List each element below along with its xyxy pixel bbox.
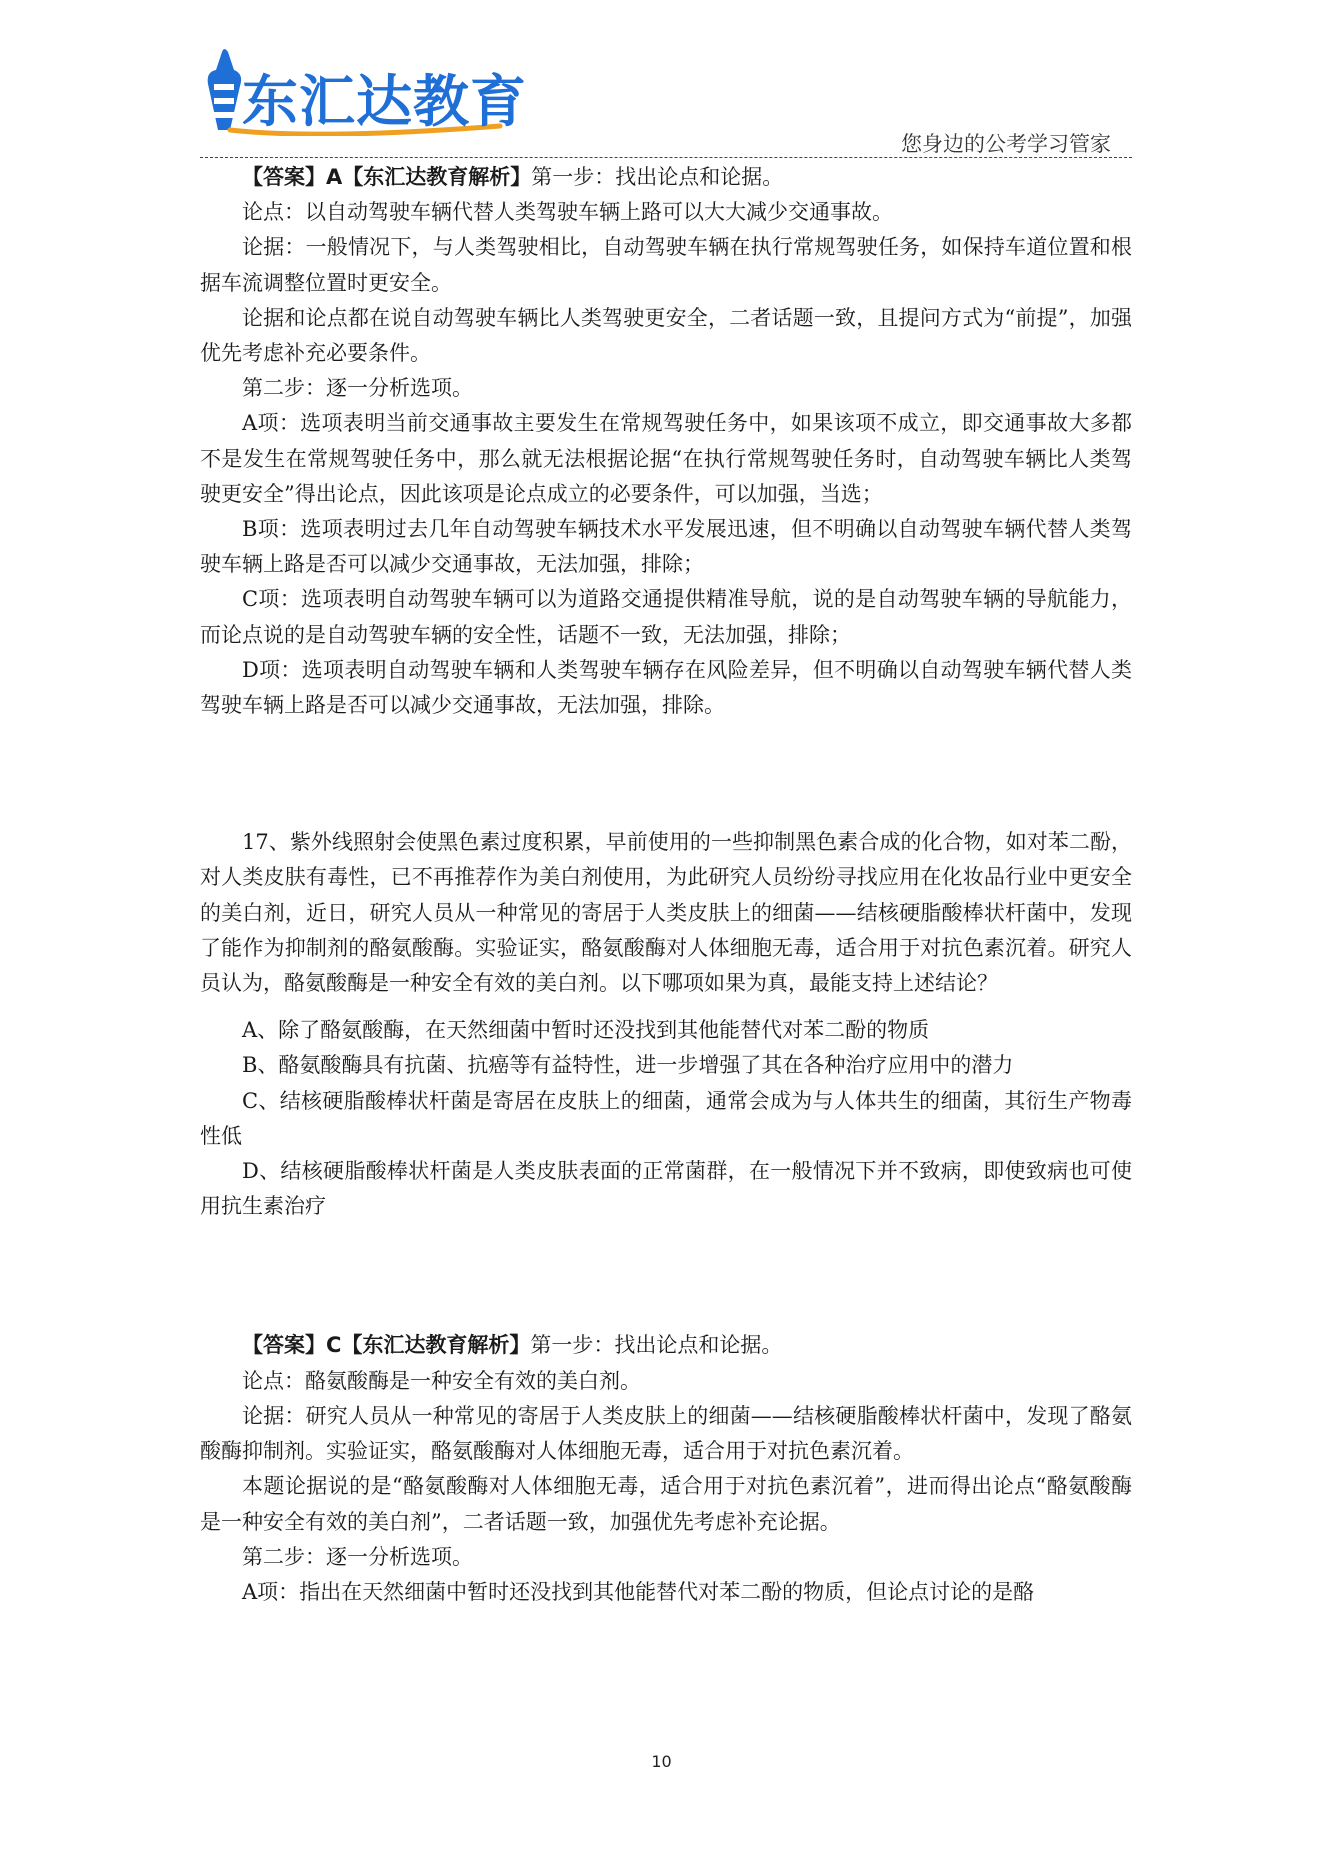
- answer1-paragraph: 论据：一般情况下，与人类驾驶相比，自动驾驶车辆在执行常规驾驶任务，如保持车道位置和根据车流调整位置时更安全。: [200, 235, 1132, 295]
- header-divider: [200, 157, 1132, 158]
- answer1-paragraph: 论点：以自动驾驶车辆代替人类驾驶车辆上路可以大大减少交通事故。: [242, 200, 893, 225]
- logo-text: 东汇达教育: [242, 70, 527, 135]
- page-header: [0, 0, 1323, 165]
- question17-stem: 17、紫外线照射会使黑色素过度积累，早前使用的一些抑制黑色素合成的化合物，如对苯二酚，对人类皮肤有毒性，已不再推荐作为美白剂使用，为此研究人员纷纷寻找应用在化妆品行业中更安全的美白剂，近日，研究人员从一种常见的寄居于人类皮肤上的细菌——结核硬脂酸棒状杆菌中，发现了能作为抑制剂的酪氨酸酶。实验证实，酪氨酸酶对人体细胞无毒，适合用于对抗色素沉着。研究人员认为，酪氨酸酶是一种安全有效的美白剂。以下哪项如果为真，最能支持上述结论？: [200, 830, 1132, 996]
- answer1-paragraph: 论据和论点都在说自动驾驶车辆比人类驾驶更安全，二者话题一致，且提问方式为“前提”，加强优先考虑补充必要条件。: [200, 305, 1132, 366]
- question17-option-b: B、酪氨酸酶具有抗菌、抗癌等有益特性，进一步增强了其在各种治疗应用中的潜力: [242, 1053, 1014, 1078]
- page-number: 10: [651, 1752, 672, 1771]
- answer1-option-d: D项：选项表明自动驾驶车辆和人类驾驶车辆存在风险差异，但不明确以自动驾驶车辆代替人类驾驶车辆上路是否可以减少交通事故，无法加强，排除。: [200, 657, 1132, 718]
- answer1-option-c: C项：选项表明自动驾驶车辆可以为道路交通提供精准导航，说的是自动驾驶车辆的导航能力，而论点说的是自动驾驶车辆的安全性，话题不一致，无法加强，排除；: [200, 587, 1132, 647]
- answer2-paragraph: 第二步：逐一分析选项。: [242, 1544, 473, 1569]
- document-body: [200, 160, 1132, 1610]
- answer1-option-b: B项：选项表明过去几年自动驾驶车辆技术水平发展迅速，但不明确以自动驾驶车辆代替人类驾驶车辆上路是否可以减少交通事故，无法加强，排除；: [200, 517, 1132, 577]
- question17-option-c: C、结核硬脂酸棒状杆菌是寄居在皮肤上的细菌，通常会成为与人体共生的细菌，其衍生产物毒性低: [200, 1088, 1132, 1148]
- answer2-heading: [200, 1328, 1132, 1363]
- answer2-label: 【答案】C【东汇达教育解析】: [242, 1333, 531, 1358]
- answer2-paragraph: 论据：研究人员从一种常见的寄居于人类皮肤上的细菌——结核硬脂酸棒状杆菌中，发现了酪氨酸酶抑制剂。实验证实，酪氨酸酶对人体细胞无毒，适合用于对抗色素沉着。: [200, 1403, 1132, 1464]
- answer1-paragraph: 第二步：逐一分析选项。: [242, 376, 473, 401]
- answer2-lead: 第一步：找出论点和论据。: [530, 1333, 783, 1358]
- answer1-lead: 第一步：找出论点和论据。: [531, 165, 784, 189]
- question17-option-d: D、结核硬脂酸棒状杆菌是人类皮肤表面的正常菌群，在一般情况下并不致病，即使致病也可使用抗生素治疗: [200, 1159, 1132, 1219]
- answer2-option-a: A项：指出在天然细菌中暂时还没找到其他能替代对苯二酚的物质，但论点讨论的是酪: [242, 1579, 1035, 1604]
- answer2-paragraph: 论点：酪氨酸酶是一种安全有效的美白剂。: [242, 1368, 641, 1393]
- answer1-label: 【答案】A【东汇达教育解析】: [242, 165, 532, 189]
- question17-option-a: A、除了酪氨酸酶，在天然细菌中暂时还没找到其他能替代对苯二酚的物质: [242, 1018, 930, 1043]
- answer1-option-a: A项：选项表明当前交通事故主要发生在常规驾驶任务中，如果该项不成立，即交通事故大多都不是发生在常规驾驶任务中，那么就无法根据论据“在执行常规驾驶任务时，自动驾驶车辆比人类驾驶更安全”得出论点，因此该项是论点成立的必要条件，可以加强，当选；: [200, 411, 1132, 506]
- header-slogan: 您身边的公考学习管家: [901, 132, 1111, 156]
- answer1-heading: [200, 160, 1132, 195]
- answer2-paragraph: 本题论据说的是“酪氨酸酶对人体细胞无毒，适合用于对抗色素沉着”，进而得出论点“酪氨酸酶是一种安全有效的美白剂”，二者话题一致，加强优先考虑补充论据。: [200, 1474, 1132, 1534]
